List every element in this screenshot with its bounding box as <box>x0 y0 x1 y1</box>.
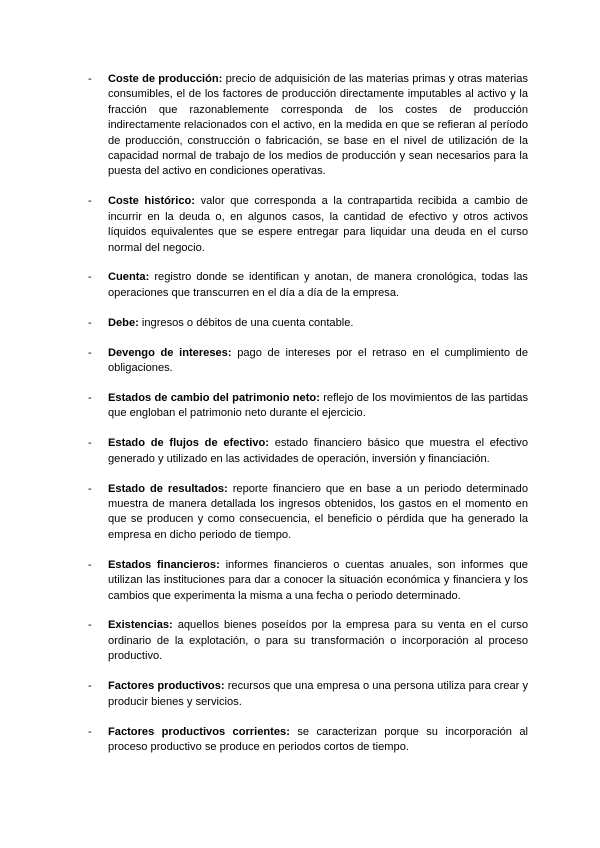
glossary-term: Estado de resultados: <box>108 482 228 495</box>
glossary-definition: estado financiero básico que muestra el efectivo generado y utilizado en las actividades de operación, inversión y financiación. <box>108 437 528 465</box>
glossary-entry <box>88 391 528 422</box>
glossary-entry <box>88 270 528 301</box>
glossary-term: Factores productivos: <box>108 680 225 693</box>
bullet-dash: - <box>88 437 92 450</box>
glossary-definition: reflejo de los movimientos de las partidas que engloban el patrimonio neto durante el ejercicio. <box>108 392 528 420</box>
glossary-term: Coste histórico: <box>108 195 195 208</box>
glossary-entry <box>88 72 528 180</box>
bullet-dash: - <box>88 271 92 284</box>
glossary-term: Coste de producción: <box>108 73 223 85</box>
glossary-definition: informes financieros o cuentas anuales, son informes que utilizan las instituciones para dar a conocer la situación económica y financiera y los cambios que experimenta la misma a una fecha o periodo determinado. <box>108 558 528 602</box>
glossary-definition: precio de adquisición de las materias primas y otras materias consumibles, el de los factores de producción directamente imputables al activo y la fracción que razonablemente corresponda de los costes de producción indirectamente relacionados con el activo, en la medida en que se refieran al período de producción, construcción o fabricación, se base en el nivel de utilización de la capacidad normal de trabajo de los medios de producción y sean necesarios para la puesta del activo en condiciones operativas. <box>108 73 528 178</box>
glossary-entry <box>88 436 528 467</box>
bullet-dash: - <box>88 73 92 85</box>
glossary-definition: registro donde se identifican y anotan, de manera cronológica, todas las operaciones que transcurren en el día a día de la empresa. <box>108 271 528 299</box>
glossary-definition: recursos que una empresa o una persona utiliza para crear y producir bienes y servicios. <box>108 680 528 708</box>
glossary-term: Debe: <box>108 316 139 329</box>
bullet-dash: - <box>88 346 92 359</box>
glossary-definition: valor que corresponda a la contrapartida recibida a cambio de incurrir en la deuda o, en algunos casos, la cantidad de efectivo y otros activos líquidos equivalentes que se espere entregar para liquidar una deuda en el curso normal del negocio. <box>108 195 528 254</box>
glossary-entry <box>88 194 528 256</box>
bullet-dash: - <box>88 619 92 632</box>
glossary-term: Cuenta: <box>108 271 150 284</box>
glossary-entry <box>88 618 528 664</box>
glossary-term: Estados de cambio del patrimonio neto: <box>108 392 320 404</box>
glossary-entry <box>88 346 528 377</box>
bullet-dash: - <box>88 392 92 404</box>
glossary-entry <box>88 558 528 604</box>
glossary-list <box>88 72 528 770</box>
bullet-dash: - <box>88 725 92 738</box>
glossary-term: Factores productivos corrientes: <box>108 725 290 738</box>
glossary-entry <box>88 482 528 544</box>
glossary-term: Devengo de intereses: <box>108 346 232 359</box>
glossary-entry <box>88 316 528 331</box>
glossary-entry <box>88 725 528 756</box>
glossary-term: Existencias: <box>108 619 173 632</box>
glossary-term: Estado de flujos de efectivo: <box>108 437 269 450</box>
bullet-dash: - <box>88 195 92 208</box>
bullet-dash: - <box>88 482 92 495</box>
glossary-definition: aquellos bienes poseídos por la empresa para su venta en el curso ordinario de la explotación, o para su transformación o incorporación al proceso productivo. <box>108 619 528 663</box>
glossary-term: Estados financieros: <box>108 558 220 571</box>
bullet-dash: - <box>88 316 92 329</box>
glossary-definition: ingresos o débitos de una cuenta contable. <box>141 316 354 329</box>
glossary-entry <box>88 679 528 710</box>
bullet-dash: - <box>88 680 92 693</box>
glossary-definition: pago de intereses por el retraso en el cumplimiento de obligaciones. <box>108 346 529 375</box>
bullet-dash: - <box>88 558 92 571</box>
glossary-definition: se caracterizan porque su incorporación al proceso productivo se produce en periodos cortos de tiempo. <box>108 725 528 753</box>
glossary-definition: reporte financiero que en base a un periodo determinado muestra de manera detallada los ingresos obtenidos, los gastos en el momento en que se producen y como consecuencia, el beneficio o pérdida que ha generado la empresa en dicho periodo de tiempo. <box>108 482 528 541</box>
